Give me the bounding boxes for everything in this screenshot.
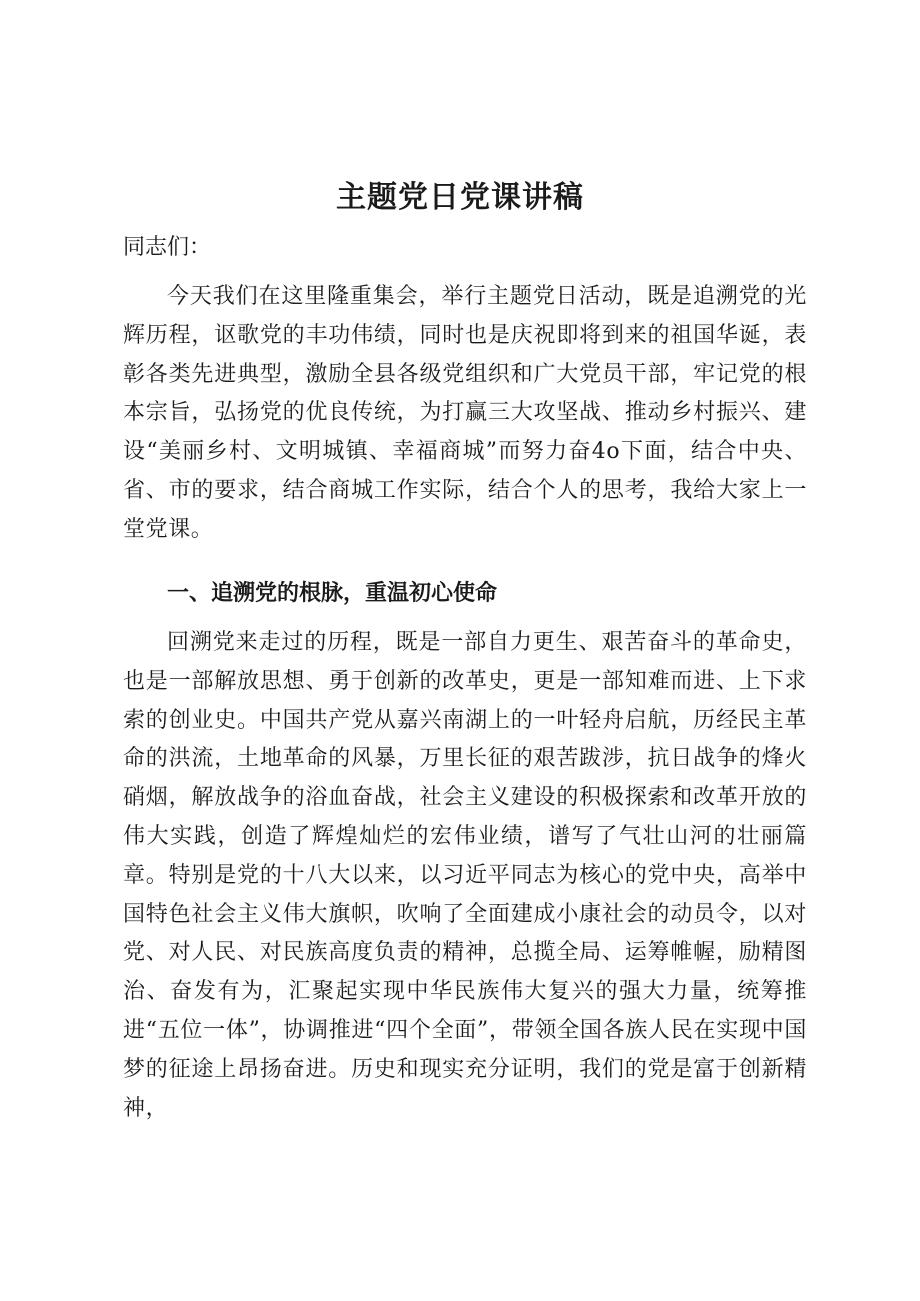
salutation: 同志们： (123, 235, 212, 260)
document-title: 主题党日党课讲稿 (336, 180, 584, 215)
section-1-paragraph: 回溯党来走过的历程，既是一部自力更生、艰苦奋斗的革命史，也是一部解放思想、勇于创新的改革史，更是一部知难而进、上下求索的创业史。中国共产党从嘉兴南湖上的一叶轻舟启航，历经民主革命的洪流，土地革命的风暴，万里长征的艰苦跋涉，抗日战争的烽火硝烟，解放战争的浴血奋战，社会主义建设的积极探索和改革开放的伟大实践，创造了辉煌灿烂的宏伟业绩，谱写了气壮山河的壮丽篇章。特别是党的十八大以来，以习近平同志为核心的党中央，高举中国特色社会主义伟大旗帜，吹响了全面建成小康社会的动员令，以对党、对人民、对民族高度负责的精神，总揽全局、运筹帷幄，励精图治、奋发有为，汇聚起实现中华民族伟大复兴的强大力量，统筹推进“五位一体”，协调推进“四个全面”，带领全国各族人民在实现中国梦的征途上昂扬奋进。历史和现实充分证明，我们的党是富于创新精神， (123, 630, 807, 1121)
section-heading-1: 一、追溯党的根脉，重温初心使命 (167, 581, 498, 606)
opening-paragraph: 今天我们在这里隆重集会，举行主题党日活动，既是追溯党的光辉历程，讴歌党的丰功伟绩，同时也是庆祝即将到来的祖国华诞，表彰各类先进典型，激励全县各级党组织和广大党员干部，牢记党的根本宗旨，弘扬党的优良传统，为打赢三大攻坚战、推动乡村振兴、建设“美丽乡村、文明城镇、幸福商城”而努力奋4o下面，结合中央、省、市的要求，结合商城工作实际，结合个人的思考，我给大家上一堂党课。 (123, 284, 807, 542)
